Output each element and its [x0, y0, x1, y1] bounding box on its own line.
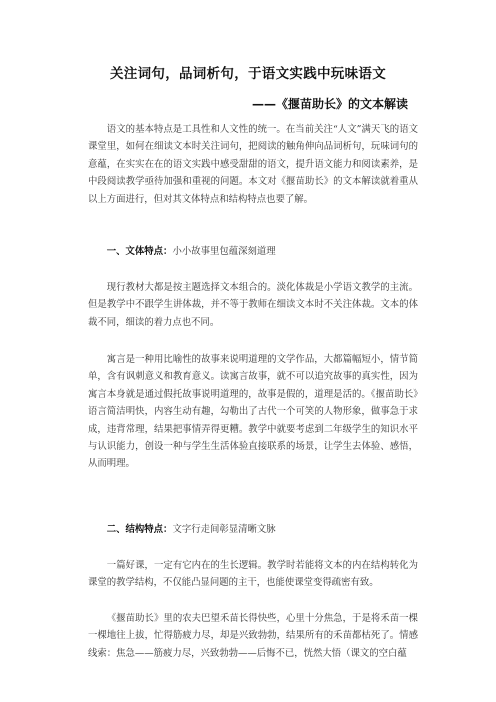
section-1-heading-text: 小小故事里包蕴深刻道理 — [172, 246, 276, 257]
section-2-heading — [88, 521, 418, 538]
section-2-body — [88, 557, 418, 592]
section-1-body-2 — [88, 351, 418, 473]
section-2-paragraph: 一篇好课，一定有它内在的生长逻辑。教学时若能将文本的内在结构转化为课堂的教学结构，不仅能凸显问题的主干，也能使课堂变得疏密有致。 — [88, 560, 418, 589]
section-2-body-2 — [88, 610, 418, 662]
intro-block — [88, 121, 418, 208]
section-1-paragraph: 现行教材大都是按主题选择文本组合的。淡化体裁是小学语文教学的主流。但是教学中不跟学生讲体裁，并不等于教师在细读文本时不关注体裁。文本的体裁不同，细读的着力点也不同。 — [88, 282, 418, 328]
section-1-body — [88, 279, 418, 331]
document-subtitle: ——《揠苗助长》的文本解读 — [251, 97, 408, 111]
section-1-heading — [88, 243, 418, 260]
section-2-paragraph: 《揠苗助长》里的农夫巴望禾苗长得快些，心里十分焦急，于是将禾苗一棵一棵地往上拔，忙得筋疲力尽，却是兴致勃勃，结果所有的禾苗都枯死了。情感线索：焦急——筋疲力尽，兴致勃勃——后悔不已，恍然大悟（课文的空白蕴 — [88, 613, 418, 659]
section-2-heading-label: 二、结构特点： — [106, 524, 173, 535]
section-2-heading-text: 文字行走间彰显清晰文脉 — [172, 524, 276, 535]
section-1-heading-label: 一、文体特点： — [106, 246, 173, 257]
intro-paragraph: 语文的基本特点是工具性和人文性的统一。在当前关注“人文”满天飞的语文课堂里，如何在细读文本时关注词句，把阅读的触角伸向品词析句，玩味词句的意蕴，在实实在在的语文实践中感受甜甜的语文，提升语文能力和阅读素养，是中段阅读教学亟待加强和重视的问题。本文对《揠苗助长》的文本解读就着重从以上方面进行，但对其文体特点和结构特点也要了解。 — [88, 124, 418, 205]
section-1-paragraph: 寓言是一种用比喻性的故事来说明道理的文学作品，大都篇幅短小，情节简单，含有讽刺意义和教育意义。读寓言故事，就不可以追究故事的真实性，因为寓言本身就是通过假托故事说明道理的，故事是假的，道理是活的。《揠苗助长》语言简洁明快，内容生动有趣，勾勒出了古代一个可笑的人物形象，做事急于求成，违背常理，结果把事情弄得更糟。教学中就要考虑到二年级学生的知识水平与认识能力，创设一种与学生生活体验直接联系的场景，让学生去体验、感悟，从而明理。 — [88, 354, 418, 470]
document-title: 关注词句，品词析句，于语文实践中玩味语文 — [110, 66, 386, 82]
